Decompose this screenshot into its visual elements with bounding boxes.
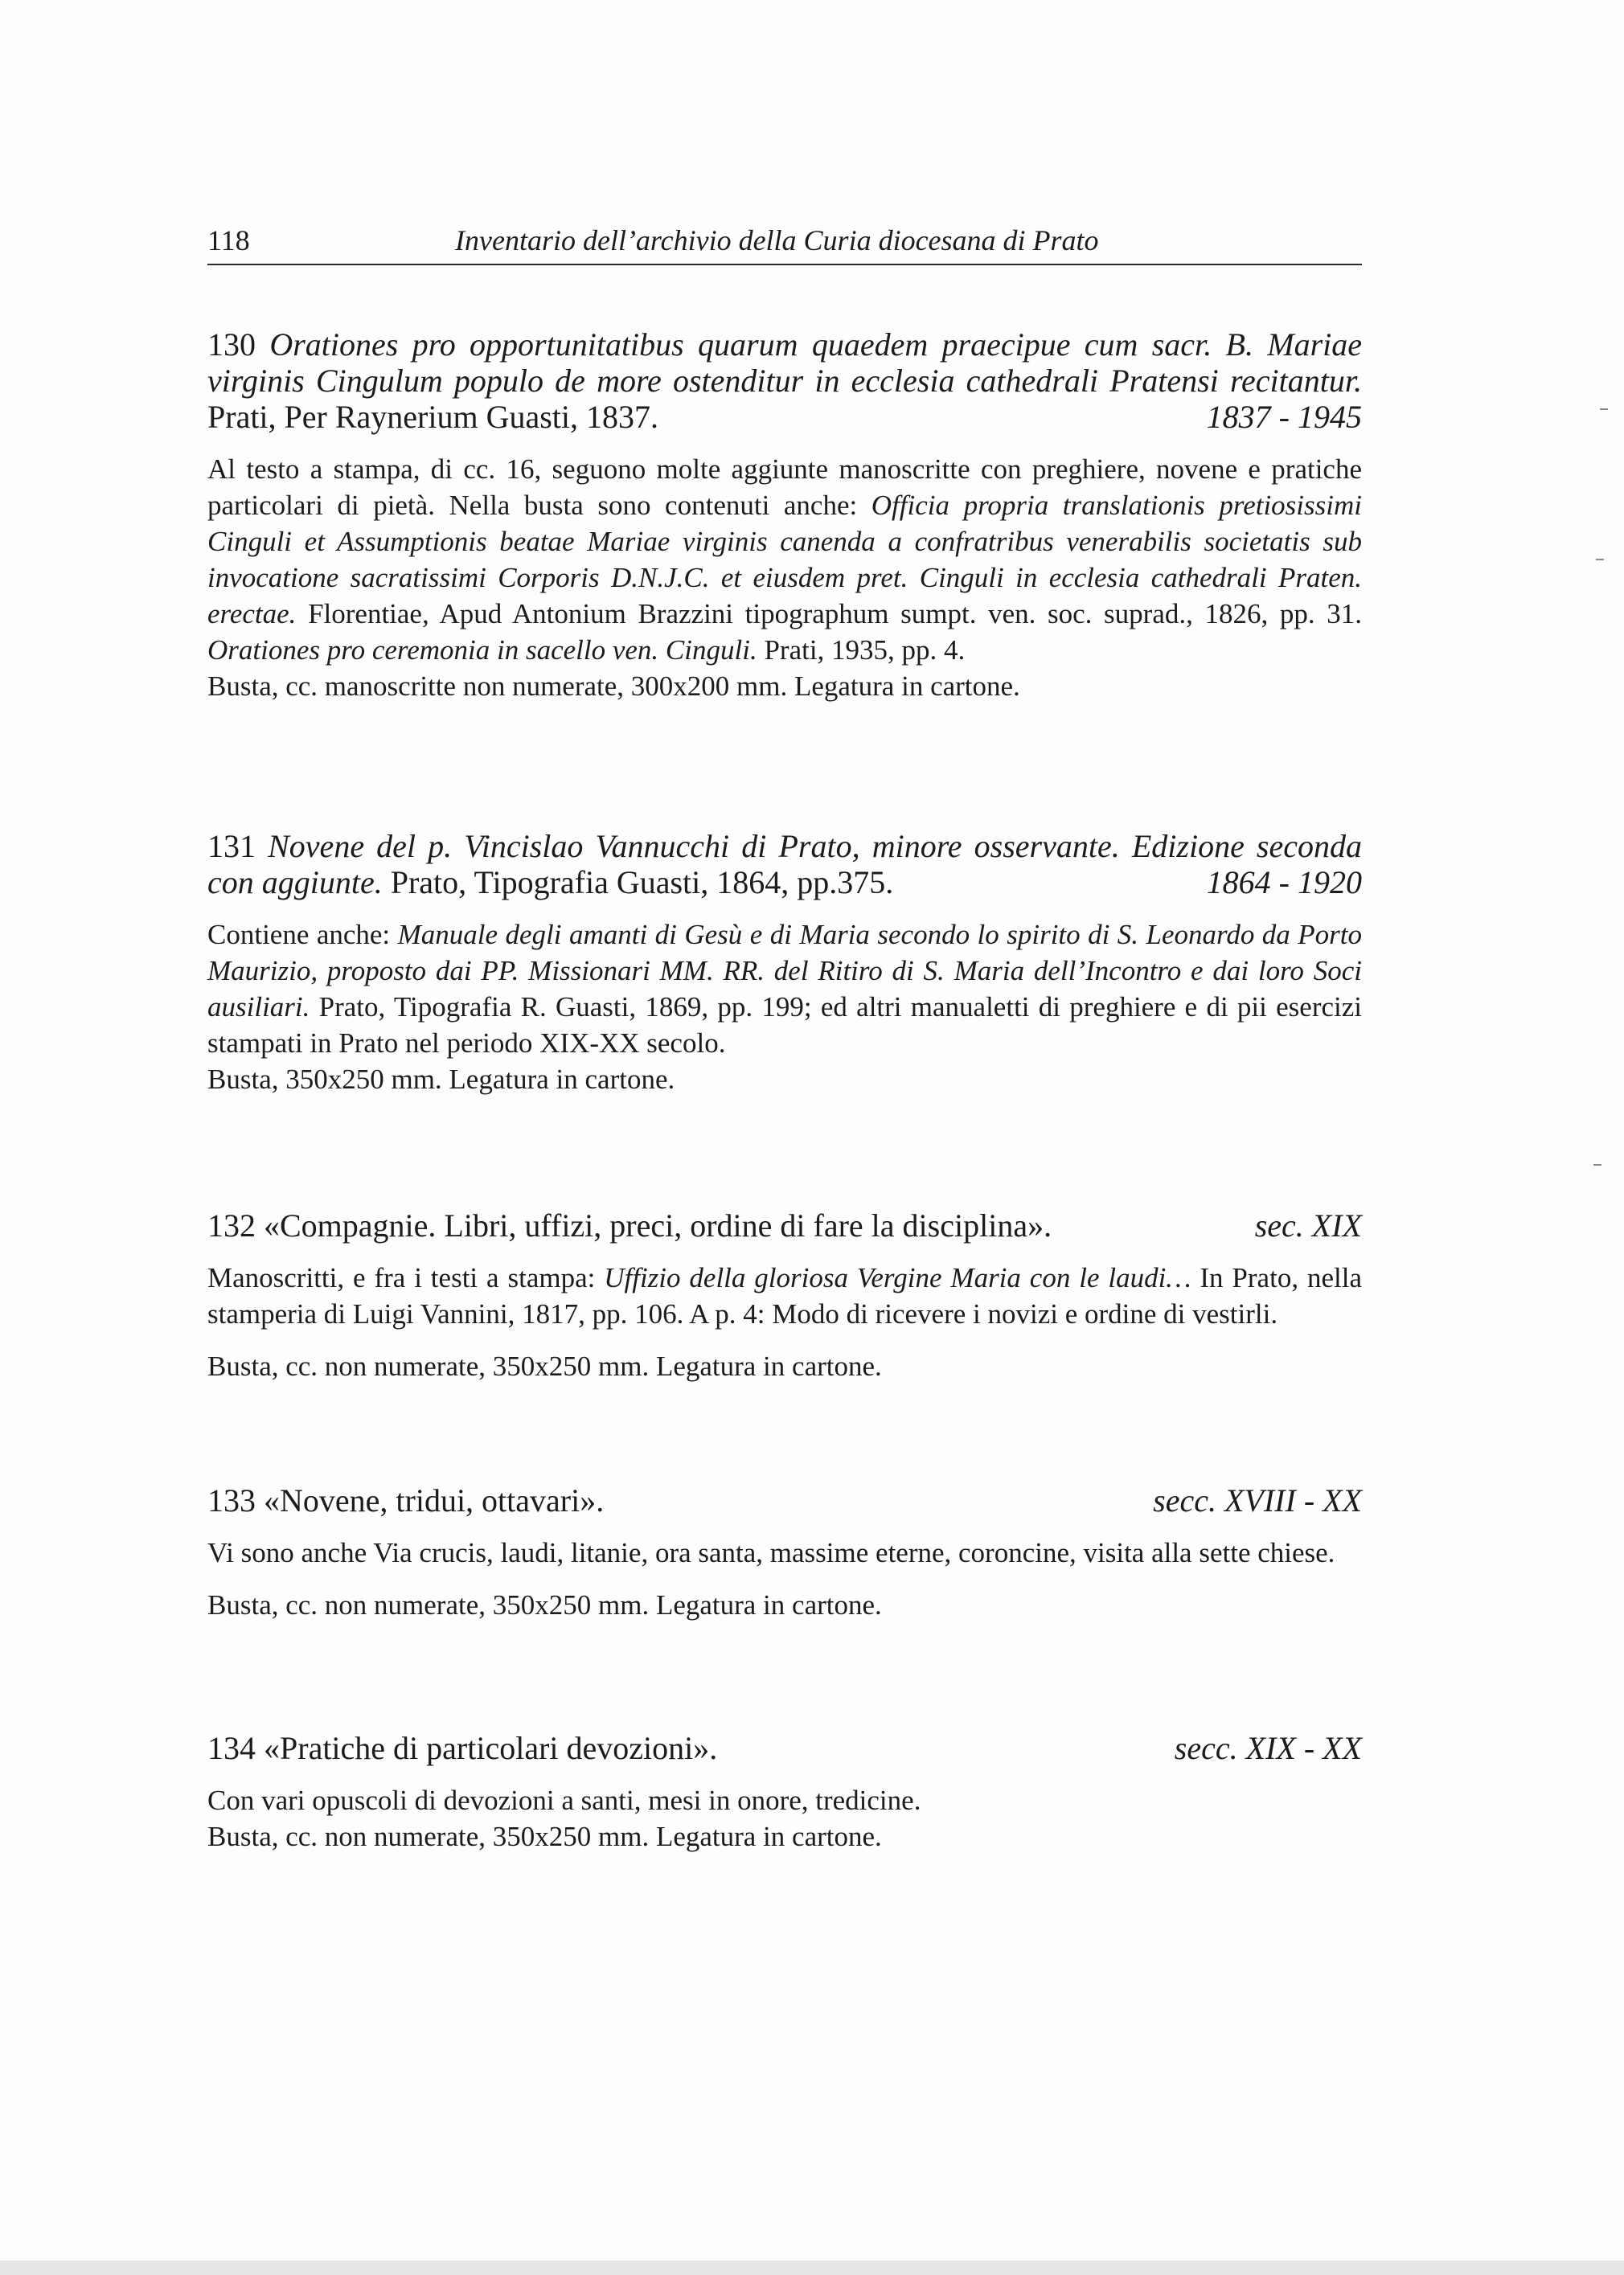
physical-description: Busta, cc. non numerate, 350x250 mm. Legatura in cartone. <box>207 1589 882 1621</box>
page-number: 118 <box>207 224 250 256</box>
scan-edge-mark <box>1593 1164 1601 1166</box>
text-run: Prati, 1935, pp. 4. <box>757 634 966 666</box>
text-run-italic: Officia propria translationis pretiosissimi Cinguli et Assumptionis beatae Mariae virginis canenda a confratribus venerabilis societatis sub invocatione sacratissimi Corporis D.N.J.C. et eiusdem pret. Cinguli in ecclesia cathedrali Praten. erectae. <box>207 490 1362 629</box>
entry-number: 132 <box>207 1207 256 1244</box>
document-page <box>207 223 1363 1852</box>
entry-130 <box>207 326 1362 704</box>
entry-134 <box>207 1730 1362 1855</box>
scan-bottom-edge <box>0 2261 1624 2275</box>
text-run: Prato, Tipografia R. Guasti, 1869, pp. 199; ed altri manualetti di preghiere e di pii esercizi stampati in Prato nel periodo XIX-XX secolo. <box>207 991 1362 1059</box>
entry-description <box>207 451 1362 668</box>
entry-title: Novene del p. Vincislao Vannucchi di Prato, minore osservante. Edizione seconda con aggiunte. <box>207 828 1363 900</box>
entry-number: 134 <box>207 1730 256 1766</box>
running-title: Inventario dell’archivio della Curia diocesana di Prato <box>455 224 1099 256</box>
entry-date: 1864 - 1920 <box>1206 864 1362 900</box>
entry-imprint: Prato, Tipografia Guasti, 1864, pp.375. <box>390 864 894 900</box>
physical-description: Busta, cc. non numerate, 350x250 mm. Legatura in cartone. <box>207 1351 882 1382</box>
text-run: Vi sono anche Via crucis, laudi, litanie, ora santa, massime eterne, coroncine, visita alla sette chiese. <box>207 1537 1335 1568</box>
entry-number: 130 <box>207 326 256 363</box>
entry-description <box>207 916 1362 1061</box>
text-run-italic: Manuale degli amanti di Gesù e di Maria secondo lo spirito di S. Leonardo da Porto Maurizio, proposto dai PP. Missionari MM. RR. del Ritiro di S. Maria dell’Incontro e dai loro Soci ausiliari. <box>207 919 1362 1023</box>
physical-description: Busta, cc. non numerate, 350x250 mm. Legatura in cartone. <box>207 1821 882 1852</box>
entry-date: secc. XIX - XX <box>1174 1730 1362 1766</box>
text-run-italic: Orationes pro ceremonia in sacello ven. Cinguli. <box>207 634 757 666</box>
entry-title: «Pratiche di particolari devozioni». <box>264 1730 718 1766</box>
entry-heading <box>207 1207 1362 1244</box>
text-run: Manoscritti, e fra i testi a stampa: <box>207 1262 605 1293</box>
entry-description <box>207 1782 1362 1818</box>
entry-heading <box>207 1482 1362 1519</box>
entry-heading <box>207 326 1362 435</box>
entry-description <box>207 1260 1362 1332</box>
entry-imprint: Prati, Per Raynerium Guasti, 1837. <box>207 399 659 435</box>
entry-number: 131 <box>207 828 256 864</box>
text-run: Florentiae, Apud Antonium Brazzini tipographum sumpt. ven. soc. suprad., 1826, pp. 31. <box>296 598 1362 629</box>
text-run: Con vari opuscoli di devozioni a santi, mesi in onore, tredicine. <box>207 1785 921 1816</box>
entry-number: 133 <box>207 1482 256 1519</box>
entry-date: 1837 - 1945 <box>1206 399 1362 435</box>
physical-description: Busta, 350x250 mm. Legatura in cartone. <box>207 1064 675 1095</box>
entry-date: secc. XVIII - XX <box>1153 1482 1362 1519</box>
scan-edge-mark <box>1596 559 1604 560</box>
entry-heading <box>207 828 1362 900</box>
entry-131 <box>207 828 1362 1097</box>
physical-description: Busta, cc. manoscritte non numerate, 300x200 mm. Legatura in cartone. <box>207 670 1020 702</box>
scan-edge-mark <box>1600 408 1608 410</box>
text-run: Al testo a stampa, di cc. 16, seguono molte aggiunte manoscritte con preghiere, novene e pratiche particolari di pietà. Nella busta sono contenuti anche: <box>207 453 1362 521</box>
entry-heading <box>207 1730 1362 1766</box>
text-run-italic: Uffizio della gloriosa Vergine Maria con le laudi… <box>604 1262 1191 1293</box>
entry-132 <box>207 1207 1362 1384</box>
text-run: In Prato, nella stamperia di Luigi Vannini, 1817, pp. 106. A p. 4: Modo di ricevere i novizi e ordine di vestirli. <box>207 1262 1362 1330</box>
entry-133 <box>207 1482 1362 1623</box>
running-header <box>207 223 1362 265</box>
entry-date: sec. XIX <box>1254 1207 1362 1244</box>
entry-title: «Novene, tridui, ottavari». <box>264 1482 605 1519</box>
text-run: Contiene anche: <box>207 919 398 950</box>
entry-title: «Compagnie. Libri, uffizi, preci, ordine di fare la disciplina». <box>264 1207 1052 1244</box>
entry-title: Orationes pro opportunitatibus quarum quaedem praecipue cum sacr. B. Mariae virginis Cingulum populo de more ostenditur in ecclesia cathedrali Pratensi recitantur. <box>207 326 1363 399</box>
entry-description <box>207 1535 1362 1571</box>
